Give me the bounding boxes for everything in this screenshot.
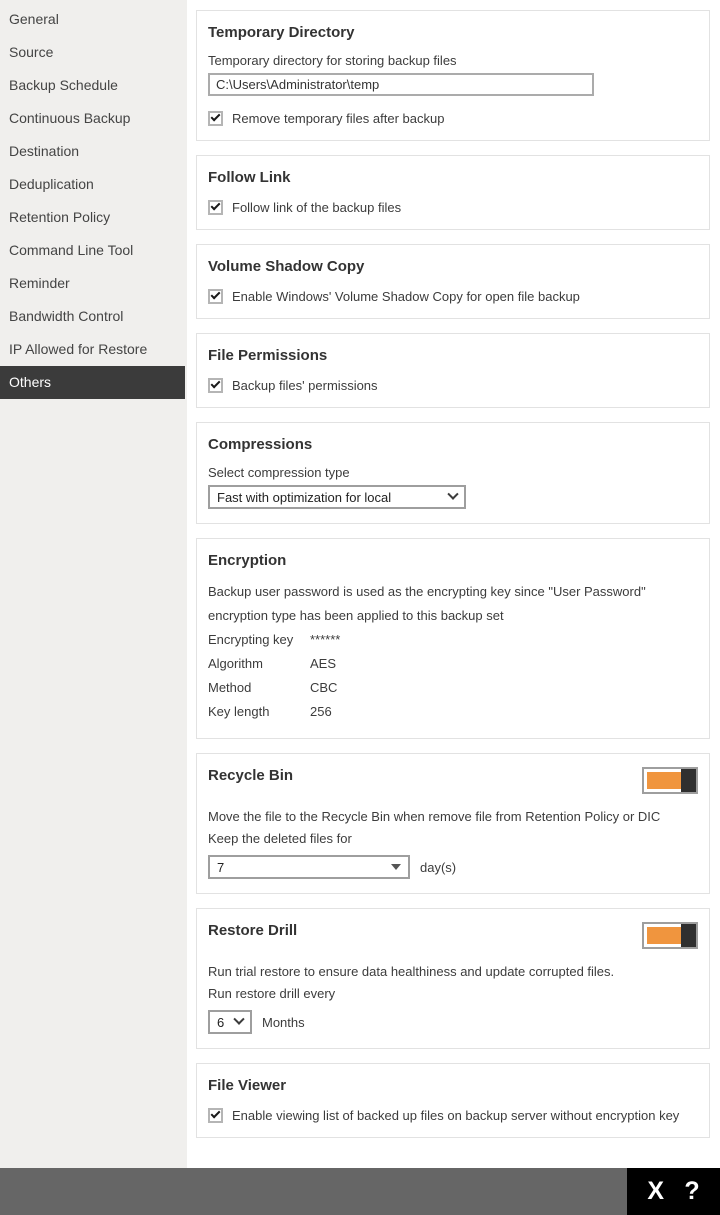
keep-days-selected-value: 7: [217, 859, 225, 875]
sidebar-item-deduplication[interactable]: Deduplication: [9, 176, 94, 192]
bottom-bar: [0, 1168, 720, 1215]
encryption-row-algorithm: [208, 652, 698, 676]
temporary-directory-card: [196, 10, 710, 141]
key-length-value: 256: [310, 704, 332, 719]
sidebar-item-command-line-tool[interactable]: Command Line Tool: [9, 242, 134, 258]
recycle-bin-toggle[interactable]: [642, 767, 698, 794]
compression-type-select[interactable]: [208, 485, 466, 509]
help-button[interactable]: ?: [684, 1177, 700, 1205]
follow-link-card: [196, 155, 710, 230]
days-unit-label: day(s): [420, 859, 457, 875]
toggle-on-track: [647, 772, 681, 789]
encryption-card: [196, 538, 710, 739]
volume-shadow-copy-card: [196, 244, 710, 319]
encryption-row-method: [208, 676, 698, 700]
algorithm-value: AES: [310, 656, 337, 671]
chevron-down-icon: [233, 1014, 244, 1025]
key-length-label: Key length: [208, 704, 270, 719]
compression-type-selected-value: Fast with optimization for local: [217, 489, 392, 505]
temp-directory-field-label: Temporary directory for storing backup files: [208, 53, 457, 68]
file-permissions-label: Backup files' permissions: [232, 378, 378, 393]
encryption-description: Backup user password is used as the encrypting key since "User Password" encryption type has been applied to this backup set: [208, 584, 646, 623]
remove-temp-files-label: Remove temporary files after backup: [232, 111, 445, 126]
toggle-knob: [681, 924, 696, 947]
sidebar-item-continuous-backup[interactable]: Continuous Backup: [9, 110, 131, 126]
recycle-bin-title: Recycle Bin: [208, 767, 294, 784]
follow-link-title: Follow Link: [208, 169, 291, 186]
encryption-row-key-length: [208, 700, 698, 724]
volume-shadow-copy-title: Volume Shadow Copy: [208, 258, 365, 275]
volume-shadow-copy-label: Enable Windows' Volume Shadow Copy for open file backup: [232, 289, 580, 304]
months-unit-label: Months: [262, 1014, 305, 1030]
restore-drill-description: Run trial restore to ensure data healthiness and update corrupted files.: [208, 964, 615, 979]
check-icon: [211, 1109, 221, 1119]
restore-drill-card: [196, 908, 710, 1049]
file-viewer-checkbox[interactable]: [208, 1108, 223, 1123]
chevron-down-icon: [447, 489, 458, 500]
remove-temp-files-checkbox[interactable]: [208, 111, 223, 126]
temp-directory-input[interactable]: [208, 73, 594, 96]
toggle-on-track: [647, 927, 681, 944]
sidebar-item-general[interactable]: General: [9, 11, 59, 27]
algorithm-label: Algorithm: [208, 656, 263, 671]
restore-drill-title: Restore Drill: [208, 922, 298, 939]
compression-type-label: Select compression type: [208, 465, 350, 480]
sidebar-item-ip-allowed-for-restore[interactable]: IP Allowed for Restore: [9, 341, 148, 357]
encrypting-key-value: ******: [310, 632, 341, 647]
recycle-bin-description: Move the file to the Recycle Bin when remove file from Retention Policy or DIC: [208, 809, 661, 824]
file-viewer-title: File Viewer: [208, 1077, 287, 1094]
follow-link-label: Follow link of the backup files: [232, 200, 402, 215]
sidebar-item-others[interactable]: Others: [0, 366, 185, 399]
sidebar-item-backup-schedule[interactable]: Backup Schedule: [9, 77, 118, 93]
toggle-knob: [681, 769, 696, 792]
check-icon: [211, 379, 221, 389]
volume-shadow-copy-checkbox[interactable]: [208, 289, 223, 304]
check-icon: [211, 290, 221, 300]
restore-drill-frequency-label: Run restore drill every: [208, 986, 336, 1001]
sidebar-item-destination[interactable]: Destination: [9, 143, 80, 159]
compressions-card: [196, 422, 710, 524]
restore-drill-selected-value: 6: [217, 1014, 225, 1030]
sidebar-item-retention-policy[interactable]: Retention Policy: [9, 209, 111, 225]
temporary-directory-title: Temporary Directory: [208, 24, 355, 41]
file-permissions-card: [196, 333, 710, 408]
file-viewer-label: Enable viewing list of backed up files on backup server without encryption key: [232, 1108, 680, 1123]
encryption-title: Encryption: [208, 552, 287, 569]
restore-drill-toggle[interactable]: [642, 922, 698, 949]
file-viewer-card: [196, 1063, 710, 1138]
recycle-bin-card: [196, 753, 710, 894]
triangle-down-icon: [391, 864, 401, 870]
sidebar-item-bandwidth-control[interactable]: Bandwidth Control: [9, 308, 124, 324]
check-icon: [211, 201, 221, 211]
settings-main-panel: [187, 0, 720, 1168]
file-permissions-title: File Permissions: [208, 347, 328, 364]
footer-actions-panel: [627, 1168, 720, 1215]
encrypting-key-label: Encrypting key: [208, 632, 294, 647]
encryption-row-key: [208, 628, 698, 652]
method-value: CBC: [310, 680, 338, 695]
follow-link-checkbox[interactable]: [208, 200, 223, 215]
settings-sidebar: [0, 0, 187, 1168]
check-icon: [211, 112, 221, 122]
restore-drill-months-select[interactable]: [208, 1010, 252, 1034]
compressions-title: Compressions: [208, 436, 313, 453]
sidebar-item-source[interactable]: Source: [9, 44, 54, 60]
close-button[interactable]: X: [647, 1177, 665, 1205]
sidebar-item-reminder[interactable]: Reminder: [9, 275, 70, 291]
keep-days-select[interactable]: [208, 855, 410, 879]
method-label: Method: [208, 680, 252, 695]
keep-deleted-files-label: Keep the deleted files for: [208, 831, 352, 846]
file-permissions-checkbox[interactable]: [208, 378, 223, 393]
